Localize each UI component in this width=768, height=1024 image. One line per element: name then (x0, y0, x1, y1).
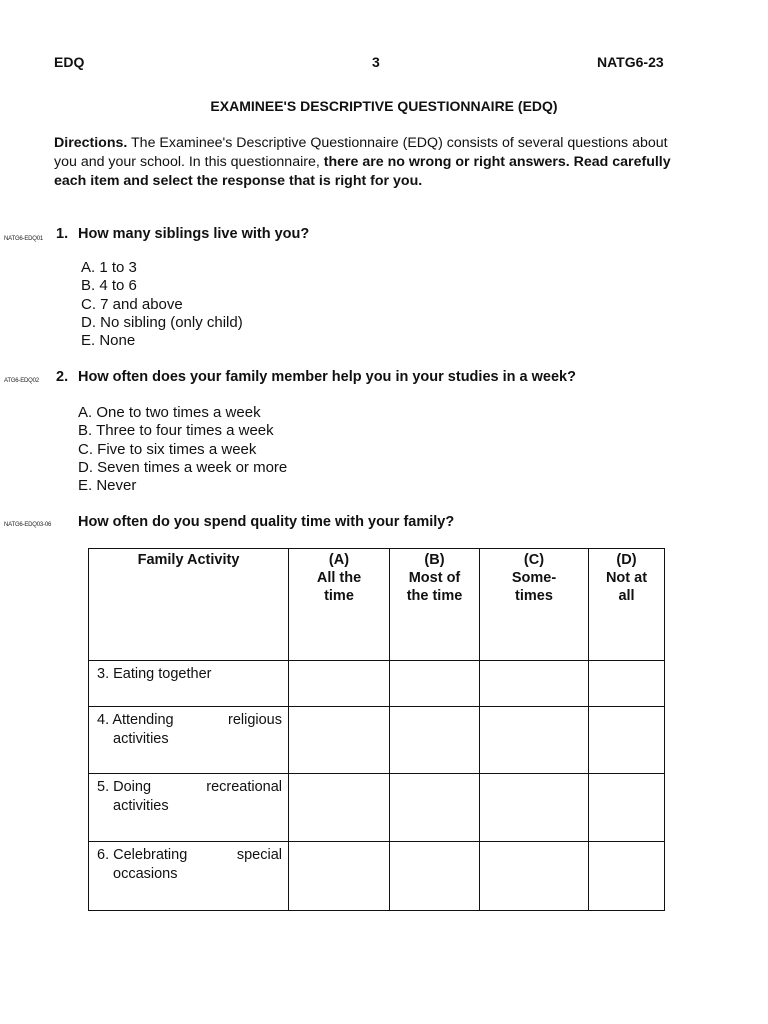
question-1-options (81, 259, 243, 350)
option[interactable]: D. Seven times a week or more (78, 458, 288, 476)
activity-label-cont: occasions (113, 866, 178, 882)
column-label: all (618, 588, 635, 604)
question-code: NATG6-EDQ03-06 (4, 522, 52, 528)
directions-label: Directions. (54, 135, 128, 151)
option[interactable]: B. 4 to 6 (81, 277, 137, 295)
table-row (89, 842, 665, 911)
column-header-b (390, 549, 480, 661)
answer-cell-d[interactable] (589, 661, 665, 707)
column-letter: (C) (523, 552, 545, 568)
activity-cell (89, 842, 289, 911)
page-title: EXAMINEE'S DESCRIPTIVE QUESTIONNAIRE (EDQ) (210, 98, 558, 114)
activity-label-right: special (236, 847, 282, 863)
option[interactable]: C. 7 and above (81, 295, 183, 313)
activity-label: 6. Celebrating (97, 847, 188, 863)
activity-label-cont: activities (113, 731, 169, 747)
answer-cell-b[interactable] (390, 842, 480, 911)
table-row (89, 661, 665, 707)
column-label: Most of (408, 570, 461, 586)
column-header-a (289, 549, 390, 661)
column-header-c (480, 549, 589, 661)
table-row (89, 707, 665, 774)
column-label: times (515, 588, 553, 604)
option[interactable]: C. Five to six times a week (78, 440, 257, 458)
table-header-row (89, 549, 665, 661)
header-right: NATG6-23 (597, 54, 664, 70)
answer-cell-c[interactable] (480, 661, 589, 707)
column-label: time (324, 588, 354, 604)
option[interactable]: E. Never (78, 477, 137, 495)
page-number: 3 (372, 54, 380, 70)
activity-label-right: recreational (206, 779, 282, 795)
column-label: Some- (511, 570, 557, 586)
directions-bold-text: there are no wrong or right answers. Read carefully each item and select the response that is right for you. (54, 154, 671, 189)
answer-cell-a[interactable] (289, 661, 390, 707)
answer-cell-d[interactable] (589, 842, 665, 911)
column-header-activity: Family Activity (89, 549, 289, 661)
option[interactable]: D. No sibling (only child) (81, 313, 243, 331)
answer-cell-d[interactable] (589, 707, 665, 774)
activity-label-right: religious (228, 712, 282, 728)
question-code: NATG6-EDQ01 (4, 236, 44, 242)
question-number: 1. (56, 226, 69, 242)
activity-cell (89, 707, 289, 774)
option[interactable]: B. Three to four times a week (78, 422, 274, 440)
question-3-6: How often do you spend quality time with your family? (78, 514, 455, 530)
question-text: How many siblings live with you? (78, 226, 310, 242)
answer-cell-c[interactable] (480, 774, 589, 842)
directions (54, 134, 694, 191)
question-2-options (78, 404, 287, 495)
answer-cell-b[interactable] (390, 661, 480, 707)
family-activity-table (88, 548, 665, 911)
column-label: Not at (605, 570, 648, 586)
column-letter: (A) (328, 552, 350, 568)
answer-cell-d[interactable] (589, 774, 665, 842)
answer-cell-a[interactable] (289, 707, 390, 774)
activity-label: 4. Attending (97, 712, 174, 728)
question-code: ATG6-EDQ02 (4, 378, 39, 384)
activity-cell (89, 774, 289, 842)
column-label: All the (316, 570, 362, 586)
activity-label: 5. Doing (97, 779, 152, 795)
column-letter: (D) (616, 552, 637, 568)
answer-cell-a[interactable] (289, 774, 390, 842)
answer-cell-a[interactable] (289, 842, 390, 911)
header-left: EDQ (54, 54, 85, 70)
column-label: the time (406, 588, 463, 604)
answer-cell-c[interactable] (480, 707, 589, 774)
activity-label: 3. Eating together (97, 666, 212, 682)
option[interactable]: E. None (81, 332, 136, 350)
answer-cell-b[interactable] (390, 707, 480, 774)
question-1 (56, 226, 309, 242)
question-text: How often does your family member help you in your studies in a week? (78, 369, 576, 385)
directions-text: The Examinee's Descriptive Questionnaire (EDQ) consists of several questions about you and your school. In this questionnaire, (54, 135, 668, 170)
answer-cell-b[interactable] (390, 774, 480, 842)
question-2 (56, 369, 576, 385)
activity-label-cont: activities (113, 798, 169, 814)
column-letter: (B) (424, 552, 445, 568)
table-row (89, 774, 665, 842)
option[interactable]: A. 1 to 3 (81, 259, 137, 276)
column-header-d (589, 549, 665, 661)
activity-cell (89, 661, 289, 707)
question-number: 2. (56, 369, 69, 385)
answer-cell-c[interactable] (480, 842, 589, 911)
option[interactable]: A. One to two times a week (78, 404, 261, 421)
